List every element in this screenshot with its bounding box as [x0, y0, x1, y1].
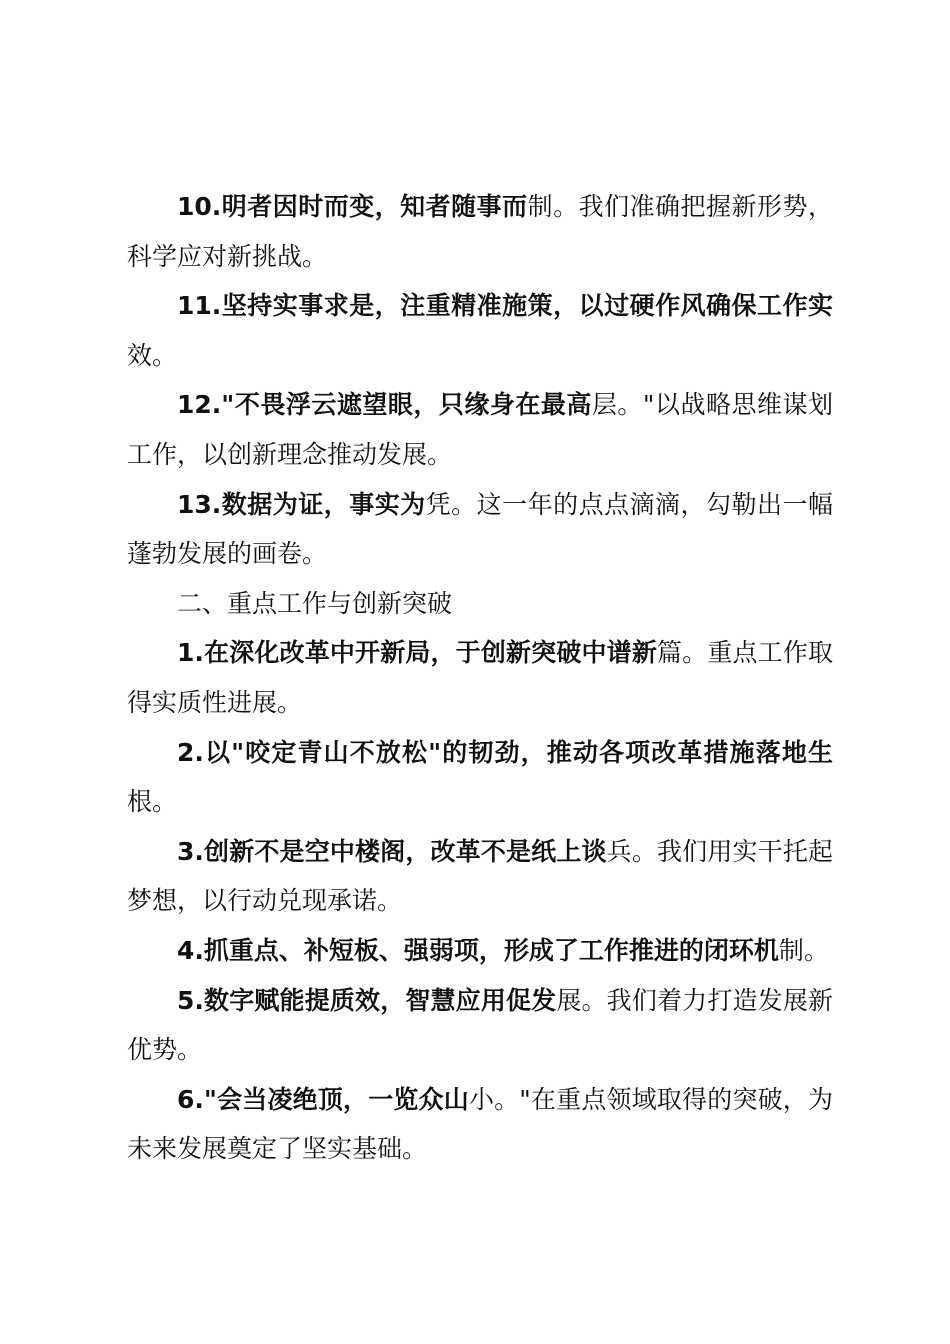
paragraph-6-bold: 6."会当凌绝顶，一览众山 [177, 1084, 469, 1114]
paragraph-5-text: 展。我们着力打造发展新优势。 [127, 985, 833, 1065]
paragraph-3-text: 兵。我们用实干托起梦想，以行动兑现承诺。 [127, 836, 833, 916]
paragraph-5 [127, 976, 833, 1075]
paragraph-3 [127, 827, 833, 926]
paragraph-13 [127, 480, 833, 579]
paragraph-6-text: 小。"在重点领域取得的突破，为未来发展奠定了坚实基础。 [127, 1084, 833, 1164]
paragraph-1 [127, 628, 833, 727]
paragraph-10 [127, 182, 833, 281]
paragraph-1-bold: 1.在深化改革中开新局，于创新突破中谱新 [177, 638, 657, 668]
paragraph-4-bold: 4.抓重点、补短板、强弱项，形成了工作推进的闭环机 [177, 935, 779, 965]
paragraph-4 [127, 926, 833, 976]
paragraph-13-bold: 13.数据为证，事实为 [177, 489, 426, 519]
paragraph-2 [127, 728, 833, 827]
paragraph-11-bold: 11.坚持实事求是，注重精准施策，以过硬作风确保工作实 [177, 291, 833, 321]
paragraph-6 [127, 1075, 833, 1174]
paragraph-13-text: 凭。这一年的点点滴滴，勾勒出一幅蓬勃发展的画卷。 [127, 489, 833, 569]
paragraph-12-text: 层。"以战略思维谋划工作，以创新理念推动发展。 [127, 390, 833, 469]
paragraph-1-text: 篇。重点工作取得实质性进展。 [127, 638, 833, 717]
paragraph-2-text: 根。 [127, 787, 178, 817]
paragraph-10-text: 制。我们准确把握新形势，科学应对新挑战。 [127, 192, 833, 271]
section-heading [127, 579, 833, 629]
paragraph-11-text: 效。 [127, 340, 178, 370]
document-body [127, 182, 833, 1174]
paragraph-3-bold: 3.创新不是空中楼阁，改革不是纸上谈 [177, 836, 607, 866]
section-heading-text: 二、重点工作与创新突破 [177, 588, 453, 618]
paragraph-11 [127, 281, 833, 380]
paragraph-2-bold: 2.以"咬定青山不放松"的韧劲，推动各项改革措施落地生 [177, 737, 833, 767]
paragraph-12-bold: 12."不畏浮云遮望眼，只缘身在最高 [177, 390, 592, 420]
paragraph-12 [127, 380, 833, 479]
paragraph-5-bold: 5.数字赋能提质效，智慧应用促发 [177, 985, 557, 1015]
paragraph-4-text: 制。 [778, 935, 829, 965]
paragraph-10-bold: 10.明者因时而变，知者随事而 [177, 192, 528, 221]
